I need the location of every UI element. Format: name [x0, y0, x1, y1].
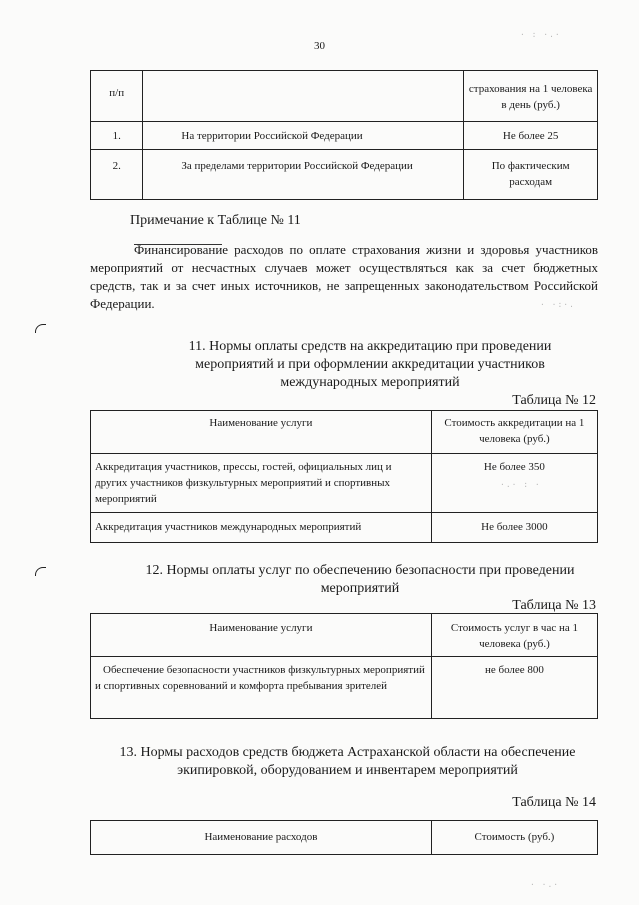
table-12 [90, 410, 598, 543]
header-name-cell [143, 71, 464, 122]
row-cost: По фактическим расходам [491, 160, 570, 188]
table-11 [90, 70, 598, 200]
header-service: Наименование услуги [209, 417, 313, 429]
scan-noise: · ·.· [530, 880, 560, 889]
margin-mark [35, 567, 46, 576]
header-cost: Стоимость аккредитации на 1 человека (руб.) [444, 417, 585, 445]
table-row [91, 513, 598, 543]
table-14 [90, 820, 598, 855]
table-row [91, 150, 598, 200]
note-paragraph: Финансирование расходов по оплате страхования жизни и здоровья участников мероприятий от несчастных случаев может осуществляться как за счет бюджетных средств, так и за счет иных источников, не запрещенных законодательством Российской Федерации. [90, 242, 598, 311]
row-name: За пределами территории Российской Федерации [181, 160, 413, 172]
header-service: Наименование услуги [209, 622, 313, 634]
scan-noise: · : ·.· [520, 30, 561, 39]
page-number: 30 [314, 40, 325, 52]
table-14-label: Таблица № 14 [512, 795, 596, 810]
row-cost: не более 800 [484, 664, 544, 676]
row-cost: Не более 3000 [481, 521, 548, 533]
table-row [91, 657, 598, 719]
table-12-label: Таблица № 12 [512, 393, 596, 408]
table-header-row [91, 614, 598, 657]
row-cost: Не более 350 [483, 461, 545, 473]
row-cost: Не более 25 [502, 130, 559, 142]
row-num: 1. [112, 130, 121, 142]
table-13-label: Таблица № 13 [512, 598, 596, 613]
table-header-row [91, 821, 598, 855]
table-row [91, 122, 598, 150]
header-cost: Стоимость услуг в час на 1 человека (руб.) [450, 622, 578, 650]
header-cost-cell [464, 71, 598, 122]
header-num: п/п [109, 87, 125, 99]
row-service: Обеспечение безопасности участников физкультурных мероприятий и спортивных соревнований и комфорта пребывания зрителей [95, 664, 425, 692]
row-service: Аккредитация участников, прессы, гостей, официальных лиц и других участников физкультурных мероприятий и спортивных мероприятий [95, 461, 392, 505]
row-name: На территории Российской Федерации [181, 130, 363, 142]
row-num: 2. [112, 160, 121, 172]
section-11-heading: 11. Нормы оплаты средств на аккредитацию при проведении мероприятий и при оформлении аккредитации участников международных мероприятий [188, 339, 552, 390]
margin-mark [35, 324, 46, 333]
scan-noise: · ·:·. [540, 300, 575, 309]
scan-noise: ·.· : · [500, 480, 541, 489]
note-title: Примечание к Таблице № 11 [130, 213, 301, 228]
header-name: Наименование расходов [204, 831, 318, 843]
section-13-heading: 13. Нормы расходов средств бюджета Астраханской области на обеспечение экипировкой, оборудованием и инвентарем мероприятий [119, 745, 576, 778]
header-cost: страхования на 1 человека в день (руб.) [468, 83, 593, 111]
section-12-heading: 12. Нормы оплаты услуг по обеспечению безопасности при проведении мероприятий [145, 563, 575, 596]
header-cost: Стоимость (руб.) [474, 831, 555, 843]
row-service: Аккредитация участников международных мероприятий [95, 521, 362, 533]
table-header-row [91, 71, 598, 122]
table-13 [90, 613, 598, 719]
header-num-cell [91, 71, 143, 122]
table-header-row [91, 411, 598, 454]
